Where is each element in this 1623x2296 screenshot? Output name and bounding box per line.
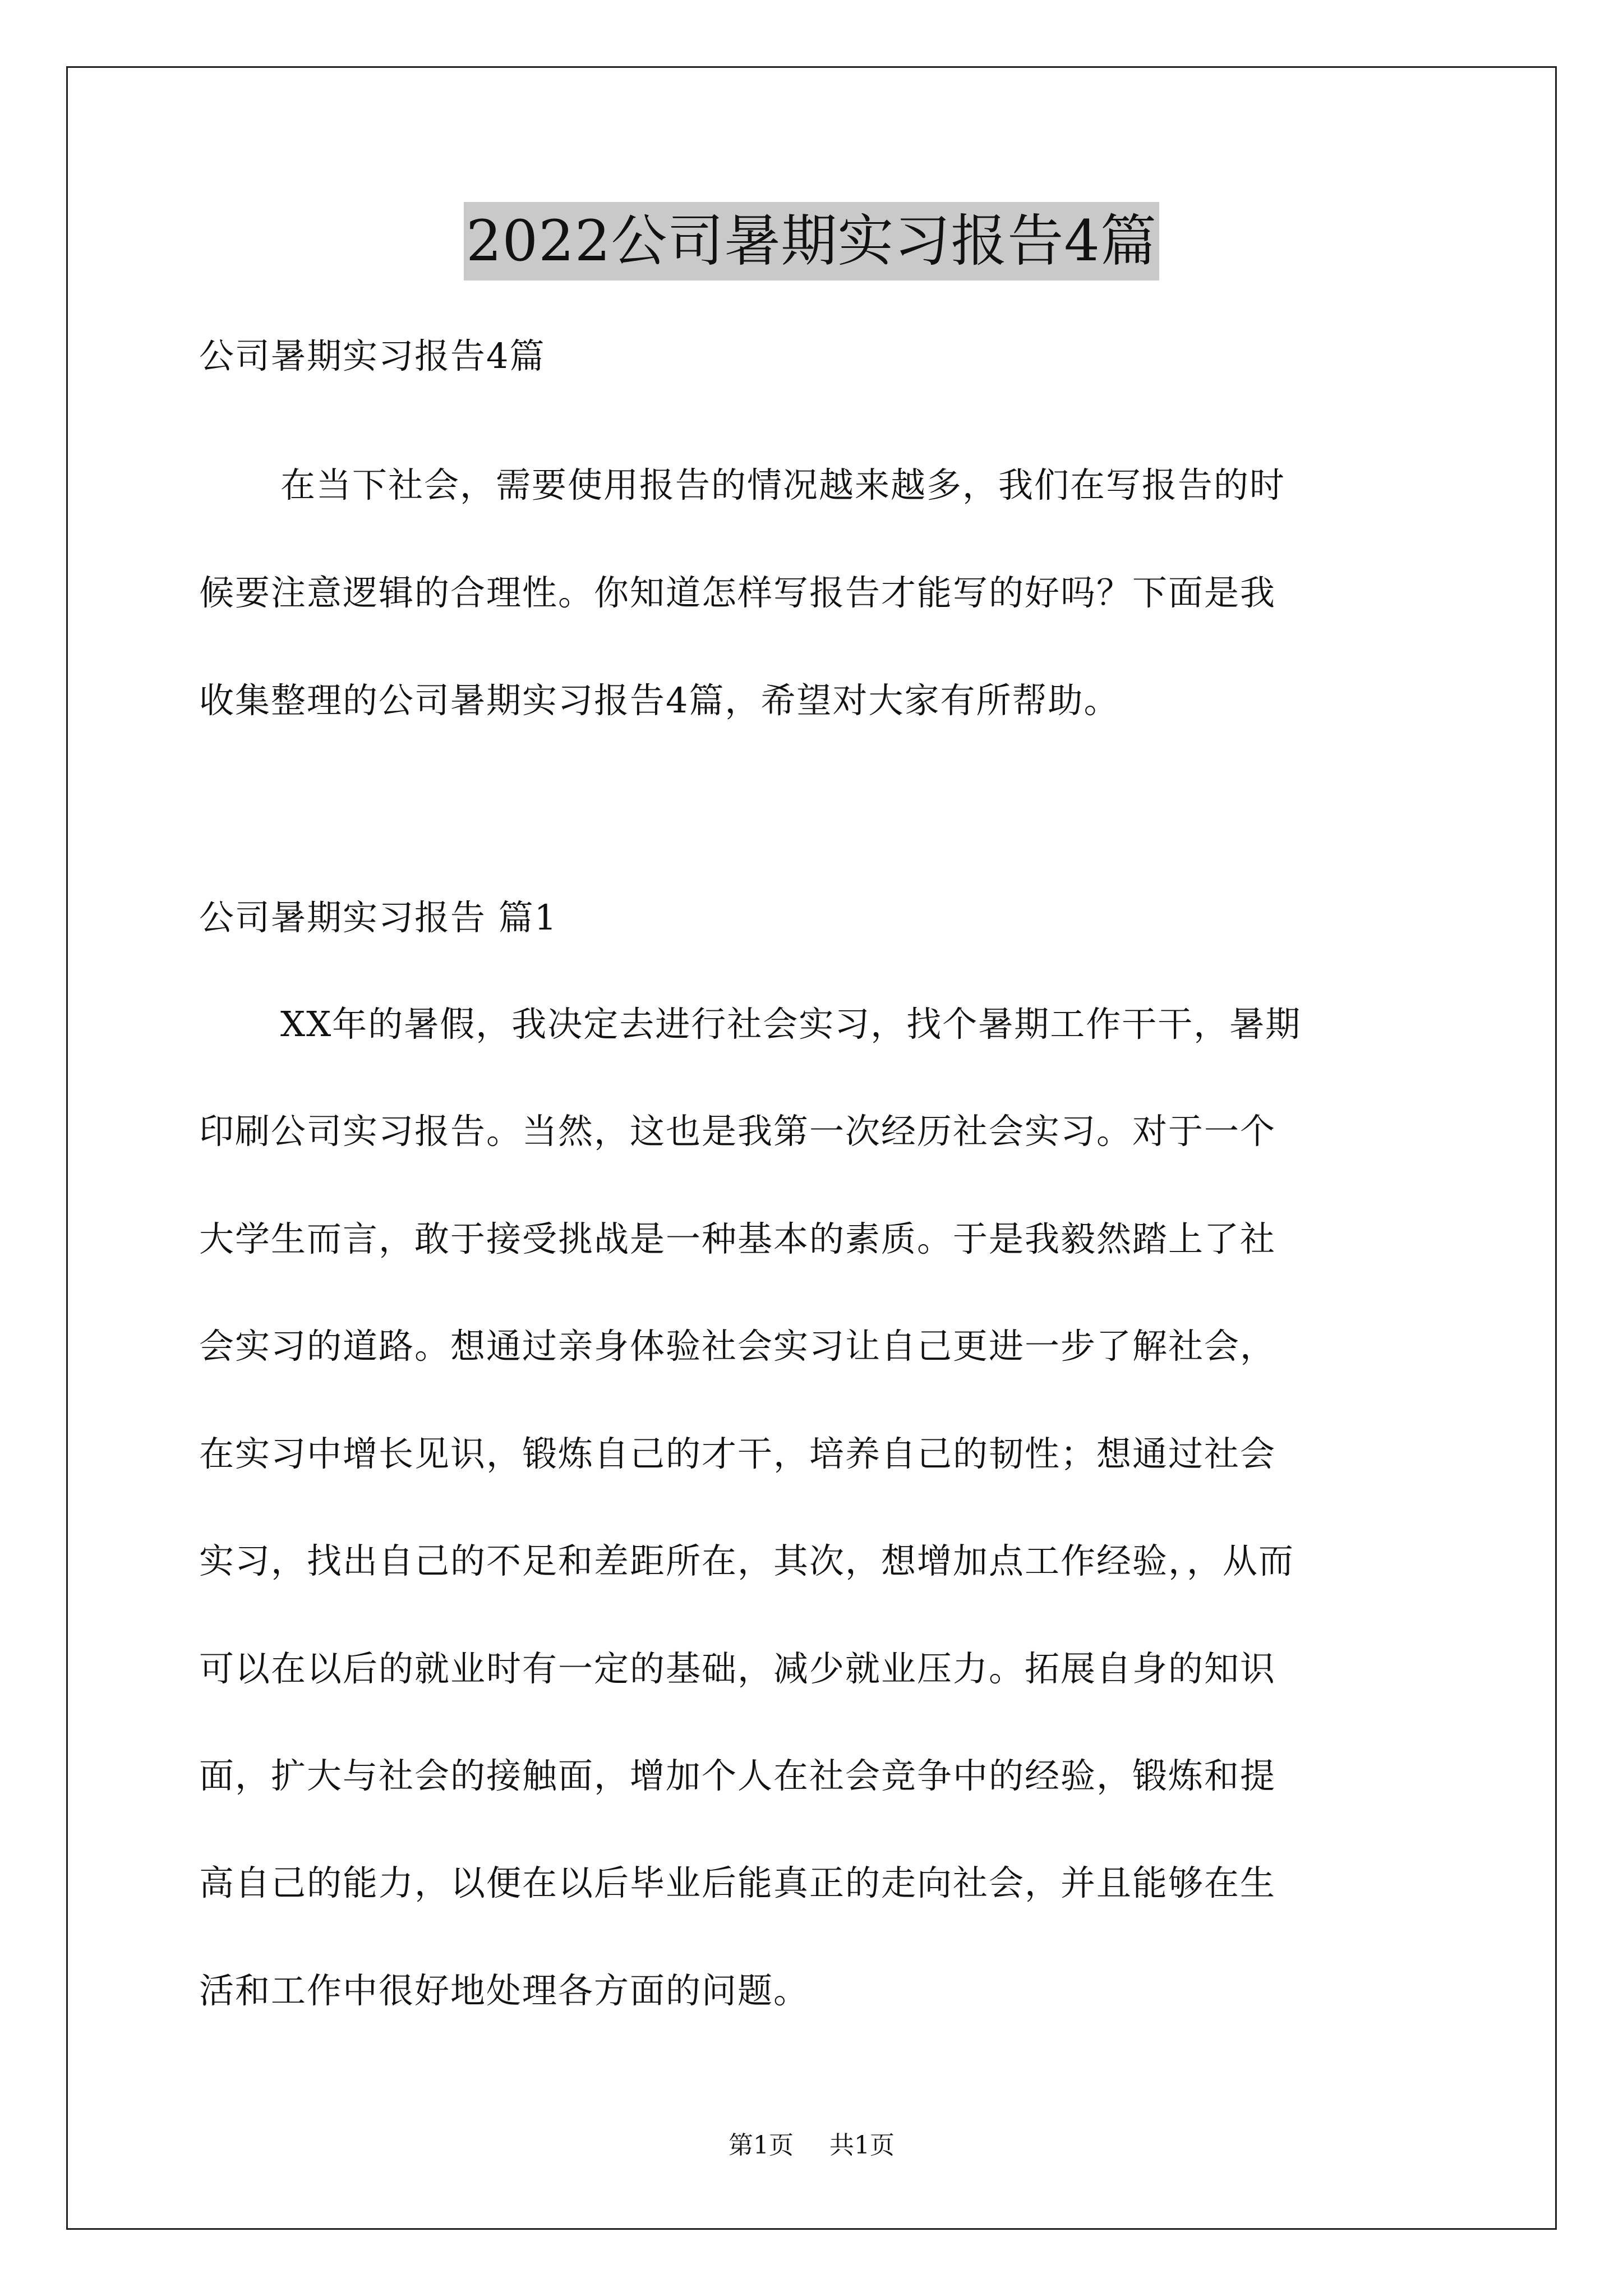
- section-heading: 公司暑期实习报告 篇1: [199, 897, 558, 938]
- document-title: 2022公司暑期实习报告4篇: [464, 202, 1159, 280]
- document-title-container: [0, 202, 1623, 280]
- body-line-9: 高自己的能力，以便在以后毕业后能真正的走向社会，并且能够在生: [199, 1862, 1276, 1903]
- body-line-4: 会实习的道路。想通过亲身体验社会实习让自己更进一步了解社会，: [199, 1326, 1276, 1366]
- body-line-3: 大学生而言，敢于接受挑战是一种基本的素质。于是我毅然踏上了社: [199, 1218, 1276, 1259]
- intro-line-3: 收集整理的公司暑期实习报告4篇，希望对大家有所帮助。: [199, 680, 1120, 721]
- body-line-2: 印刷公司实习报告。当然，这也是我第一次经历社会实习。对于一个: [199, 1111, 1276, 1152]
- page-footer: [0, 2129, 1623, 2162]
- intro-line-2: 候要注意逻辑的合理性。你知道怎样写报告才能写的好吗？下面是我: [199, 572, 1276, 613]
- page-number-current: 第1页: [728, 2131, 794, 2160]
- body-line-1: XX年的暑假，我决定去进行社会实习，找个暑期工作干干，暑期: [280, 1004, 1302, 1045]
- body-line-8: 面，扩大与社会的接触面，增加个人在社会竞争中的经验，锻炼和提: [199, 1755, 1276, 1796]
- intro-line-1: 在当下社会，需要使用报告的情况越来越多，我们在写报告的时: [280, 464, 1286, 505]
- body-line-10: 活和工作中很好地处理各方面的问题。: [199, 1970, 810, 2011]
- body-line-7: 可以在以后的就业时有一定的基础，减少就业压力。拓展自身的知识: [199, 1648, 1276, 1689]
- body-line-5: 在实习中增长见识，锻炼自己的才干，培养自己的韧性；想通过社会: [199, 1433, 1276, 1474]
- page-number-total: 共1页: [829, 2131, 895, 2160]
- body-line-6: 实习，找出自己的不足和差距所在，其次，想增加点工作经验，，从而: [199, 1540, 1295, 1581]
- document-subtitle: 公司暑期实习报告4篇: [199, 335, 546, 376]
